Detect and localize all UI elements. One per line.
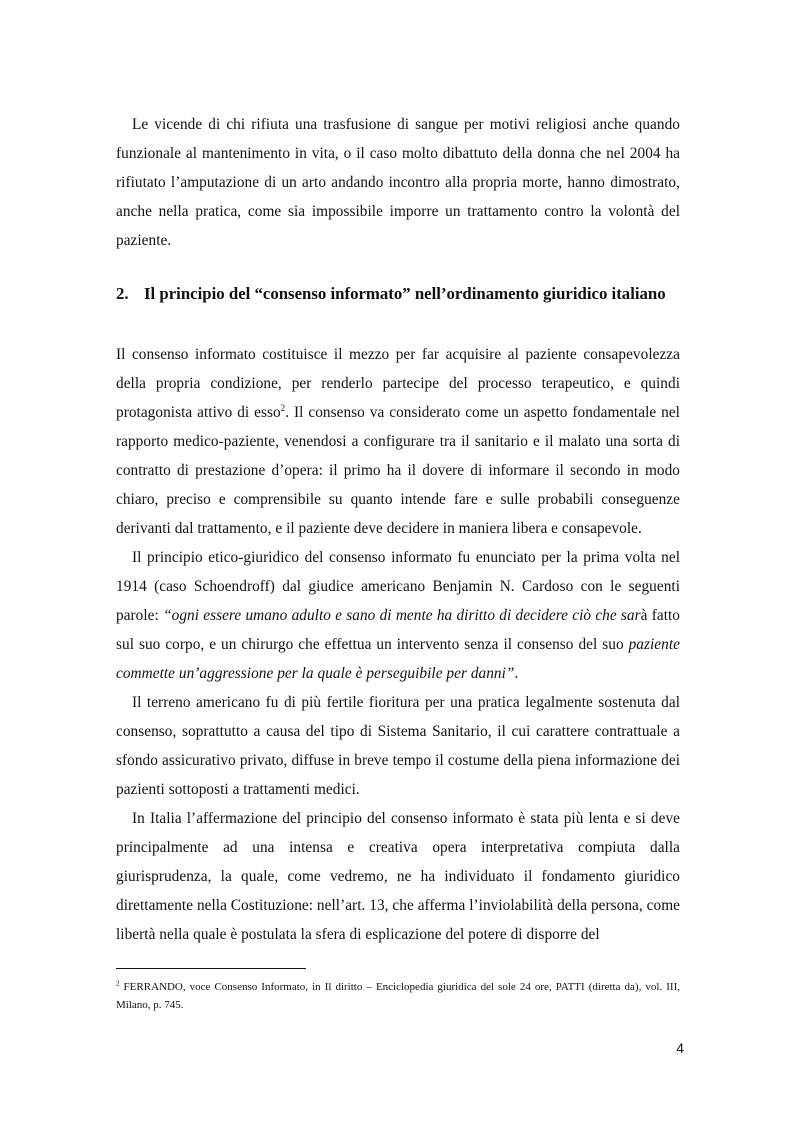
section-heading [116,278,680,309]
p1-text-before-note: Il consenso informato costituisce il mezzo per far acquisire al paziente consapevolezza della propria condizione, per renderlo partecipe del processo terapeutico, e quindi protagonista attivo di esso [116,346,680,421]
footnote-separator [116,968,306,969]
p2-quote-start: “ogni essere umano adulto e sano di mente ha diritto di decidere ciò che sar [163,607,641,624]
footnote-reference: 2 [280,402,286,413]
p2-period: . [514,665,519,682]
p2-quote-middle: à fatto sul suo corpo, e un chirurgo che effettua un intervento senza il consenso del suo [116,607,680,653]
body-paragraph-4: In Italia l’affermazione del principio del consenso informato è stata più lenta e si deve principalmente ad una intensa e creativa opera interpretativa compiuta dalla giurisprudenza, la quale, come vedremo, ne ha individuato il fondamento giuridico direttamente nella Costituzione: nell’art. 13, che afferma l’inviolabilità della persona, come libertà nella quale è postulata la sfera di esplicazione del potere di disporre del [116,810,680,943]
body-paragraph-3: Il terreno americano fu di più fertile fioritura per una pratica legalmente sostenuta dal consenso, soprattutto a causa del tipo di Sistema Sanitario, il cui carattere contrattuale a sfondo assicurativo privato, diffuse in breve tempo il costume della piena informazione dei pazienti sottoposti a trattamenti medici. [116,694,680,798]
footnote-mark: 2 [116,979,120,988]
body-paragraph-2 [116,543,680,688]
intro-paragraph: Le vicende di chi rifiuta una trasfusione di sangue per motivi religiosi anche quando funzionale al mantenimento in vita, o il caso molto dibattuto della donna che nel 2004 ha rifiutato l’amputazione di un arto andando incontro alla propria morte, hanno dimostrato, anche nella pratica, come sia impossibile imporre un trattamento contro la volontà del paziente. [116,116,680,249]
body-paragraph-1 [116,340,680,543]
footnote [116,978,680,1014]
p2-text: Il principio etico-giuridico del consenso informato fu enunciato per la prima volta nel 1914 (caso Schoendroff) dal giudice americano Benjamin N. Cardoso con le seguenti parole: [116,549,680,624]
section-body [116,340,680,949]
footnote-text: FERRANDO, voce Consenso Informato, in Il diritto – Enciclopedia giuridica del sole 24 ore, PATTI (diretta da), vol. III, Milano, p. 745. [116,981,680,1011]
p2-quote-end: paziente commette un’aggressione per la quale è perseguibile per danni” [116,636,680,682]
section-title: Il principio del “consenso informato” nell’ordinamento giuridico italiano [144,284,666,303]
intro-paragraph-block [116,110,680,255]
p1-text-after-note: . Il consenso va considerato come un aspetto fondamentale nel rapporto medico-paziente, venendosi a configurare tra il sanitario e il malato una sorta di contratto di prestazione d’opera: il primo ha il dovere di informare il secondo in modo chiaro, preciso e comprensibile su quanto intende fare e sulle probabili conseguenze derivanti dal trattamento, e il paziente deve decidere in maniera libera e consapevole. [116,404,680,537]
section-number: 2. [116,284,129,303]
page-number: 4 [676,1040,684,1056]
